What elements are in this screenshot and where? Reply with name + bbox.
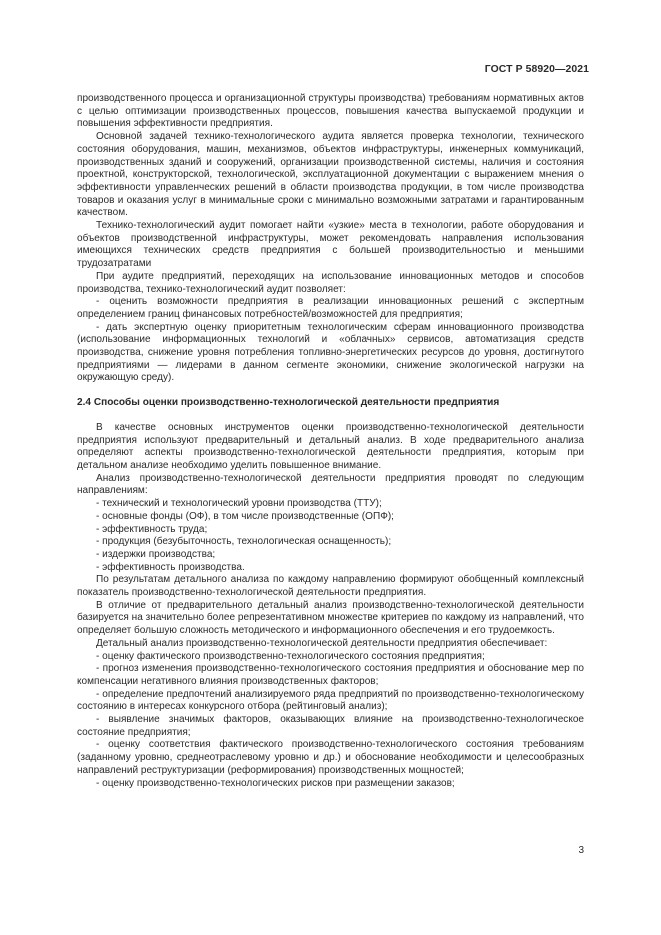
list-item: - оценку соответствия фактического производственно-технологического состояния требованиям (заданному уровню, среднеотраслевому уровню и др.) и обоснование необходимости и целесообразных направлений реструктуризации (реформирования) производственных мощностей; bbox=[77, 739, 584, 776]
document-id-header: ГОСТ Р 58920—2021 bbox=[484, 64, 589, 75]
list-item: - выявление значимых факторов, оказывающих влияние на производственно-технологическое состояние предприятия; bbox=[77, 714, 584, 738]
paragraph: Анализ производственно-технологической деятельности предприятия проводят по следующим направлениям: bbox=[77, 472, 584, 497]
list-item: - технический и технологический уровни производства (ТТУ); bbox=[96, 498, 382, 510]
list-item: - основные фонды (ОФ), в том числе производственные (ОПФ); bbox=[96, 510, 394, 522]
paragraph: Основной задачей технико-технологического аудита является проверка технологии, технического состояния оборудования, машин, механизмов, объектов инфраструктуры, инженерных коммуникаций, производственных зданий и сооружений, организации производственной системы, наличия и состояния проектной, конструкторской, технологической, эксплуатационной документации с выражением мнения о эффективности управленческих решений в области производства продукции, в том числе производства товаров и оказания услуг в минимальные сроки с минимально возможными затратами и гарантированным качеством. bbox=[77, 131, 584, 219]
list-item: - дать экспертную оценку приоритетным технологическим сферам инновационного производства (использование информационных технологий и «облачных» сервисов, автоматизация средств производства, снижение уровня потребления топливно-энергетических ресурсов до уровня, достигнутого предприятиями — лидерами в данном сегменте экономики, снижение экологической нагрузки на окружающую среду). bbox=[77, 321, 584, 384]
paragraph: При аудите предприятий, переходящих на использование инновационных методов и способов производства, технико-технологический аудит позволяет: bbox=[77, 270, 584, 295]
list-item: - продукция (безубыточность, технологическая оснащенность); bbox=[96, 536, 392, 548]
page-body bbox=[77, 93, 584, 790]
list-item: - эффективность производства. bbox=[96, 561, 245, 573]
paragraph: В отличие от предварительного детальный анализ производственно-технологической деятельности базируется на значительно более репрезентативном множестве критериев по каждому из направлений, что определяет большую сложность методического и информационного обеспечения и его трудоемкость. bbox=[77, 599, 584, 637]
list-item: - оценку фактического производственно-технологического состояния предприятия; bbox=[96, 650, 485, 662]
list-item: - издержки производства; bbox=[96, 548, 216, 560]
list-item: - прогноз изменения производственно-технологического состояния предприятия и обоснование мер по компенсации негативного влияния производственных факторов; bbox=[77, 663, 584, 687]
section-heading: 2.4 Способы оценки производственно-технологической деятельности предприятия bbox=[77, 397, 500, 409]
paragraph: производственного процесса и организационной структуры производства) требованиям нормативных актов с целью оптимизации производственных процессов, повышения качества выпускаемой продукции и повышения эффективности предприятия. bbox=[77, 93, 584, 130]
list-item: - эффективность труда; bbox=[96, 523, 208, 535]
list-item: - оценку производственно-технологических рисков при размещении заказов; bbox=[96, 777, 455, 789]
list-item: - определение предпочтений анализируемого ряда предприятий по производственно-технологическому состоянию в интересах конкурсного отбора (рейтинговый анализ); bbox=[77, 688, 584, 713]
paragraph: Детальный анализ производственно-технологической деятельности предприятия обеспечивает: bbox=[96, 637, 548, 649]
paragraph: Технико-технологический аудит помогает найти «узкие» места в технологии, работе оборудования и объектов производственной инфраструктуры, может рекомендовать направления использования имеющихся технических средств предприятия с большей производительностью и меньшими трудозатратами bbox=[77, 220, 584, 270]
page-number: 3 bbox=[578, 845, 584, 856]
paragraph: По результатам детального анализа по каждому направлению формируют обобщенный комплексный показатель производственно-технологической деятельности предприятия. bbox=[77, 574, 584, 599]
paragraph: В качестве основных инструментов оценки производственно-технологической деятельности предприятия используют предварительный и детальный анализ. В ходе предварительного анализа определяют аспекты производственно-технологической деятельности предприятия, которым при детальном анализе необходимо уделить повышенное внимание. bbox=[77, 421, 584, 471]
list-item: - оценить возможности предприятия в реализации инновационных решений с экспертным определением границ финансовых потребностей/возможностей для предприятия; bbox=[77, 296, 584, 320]
